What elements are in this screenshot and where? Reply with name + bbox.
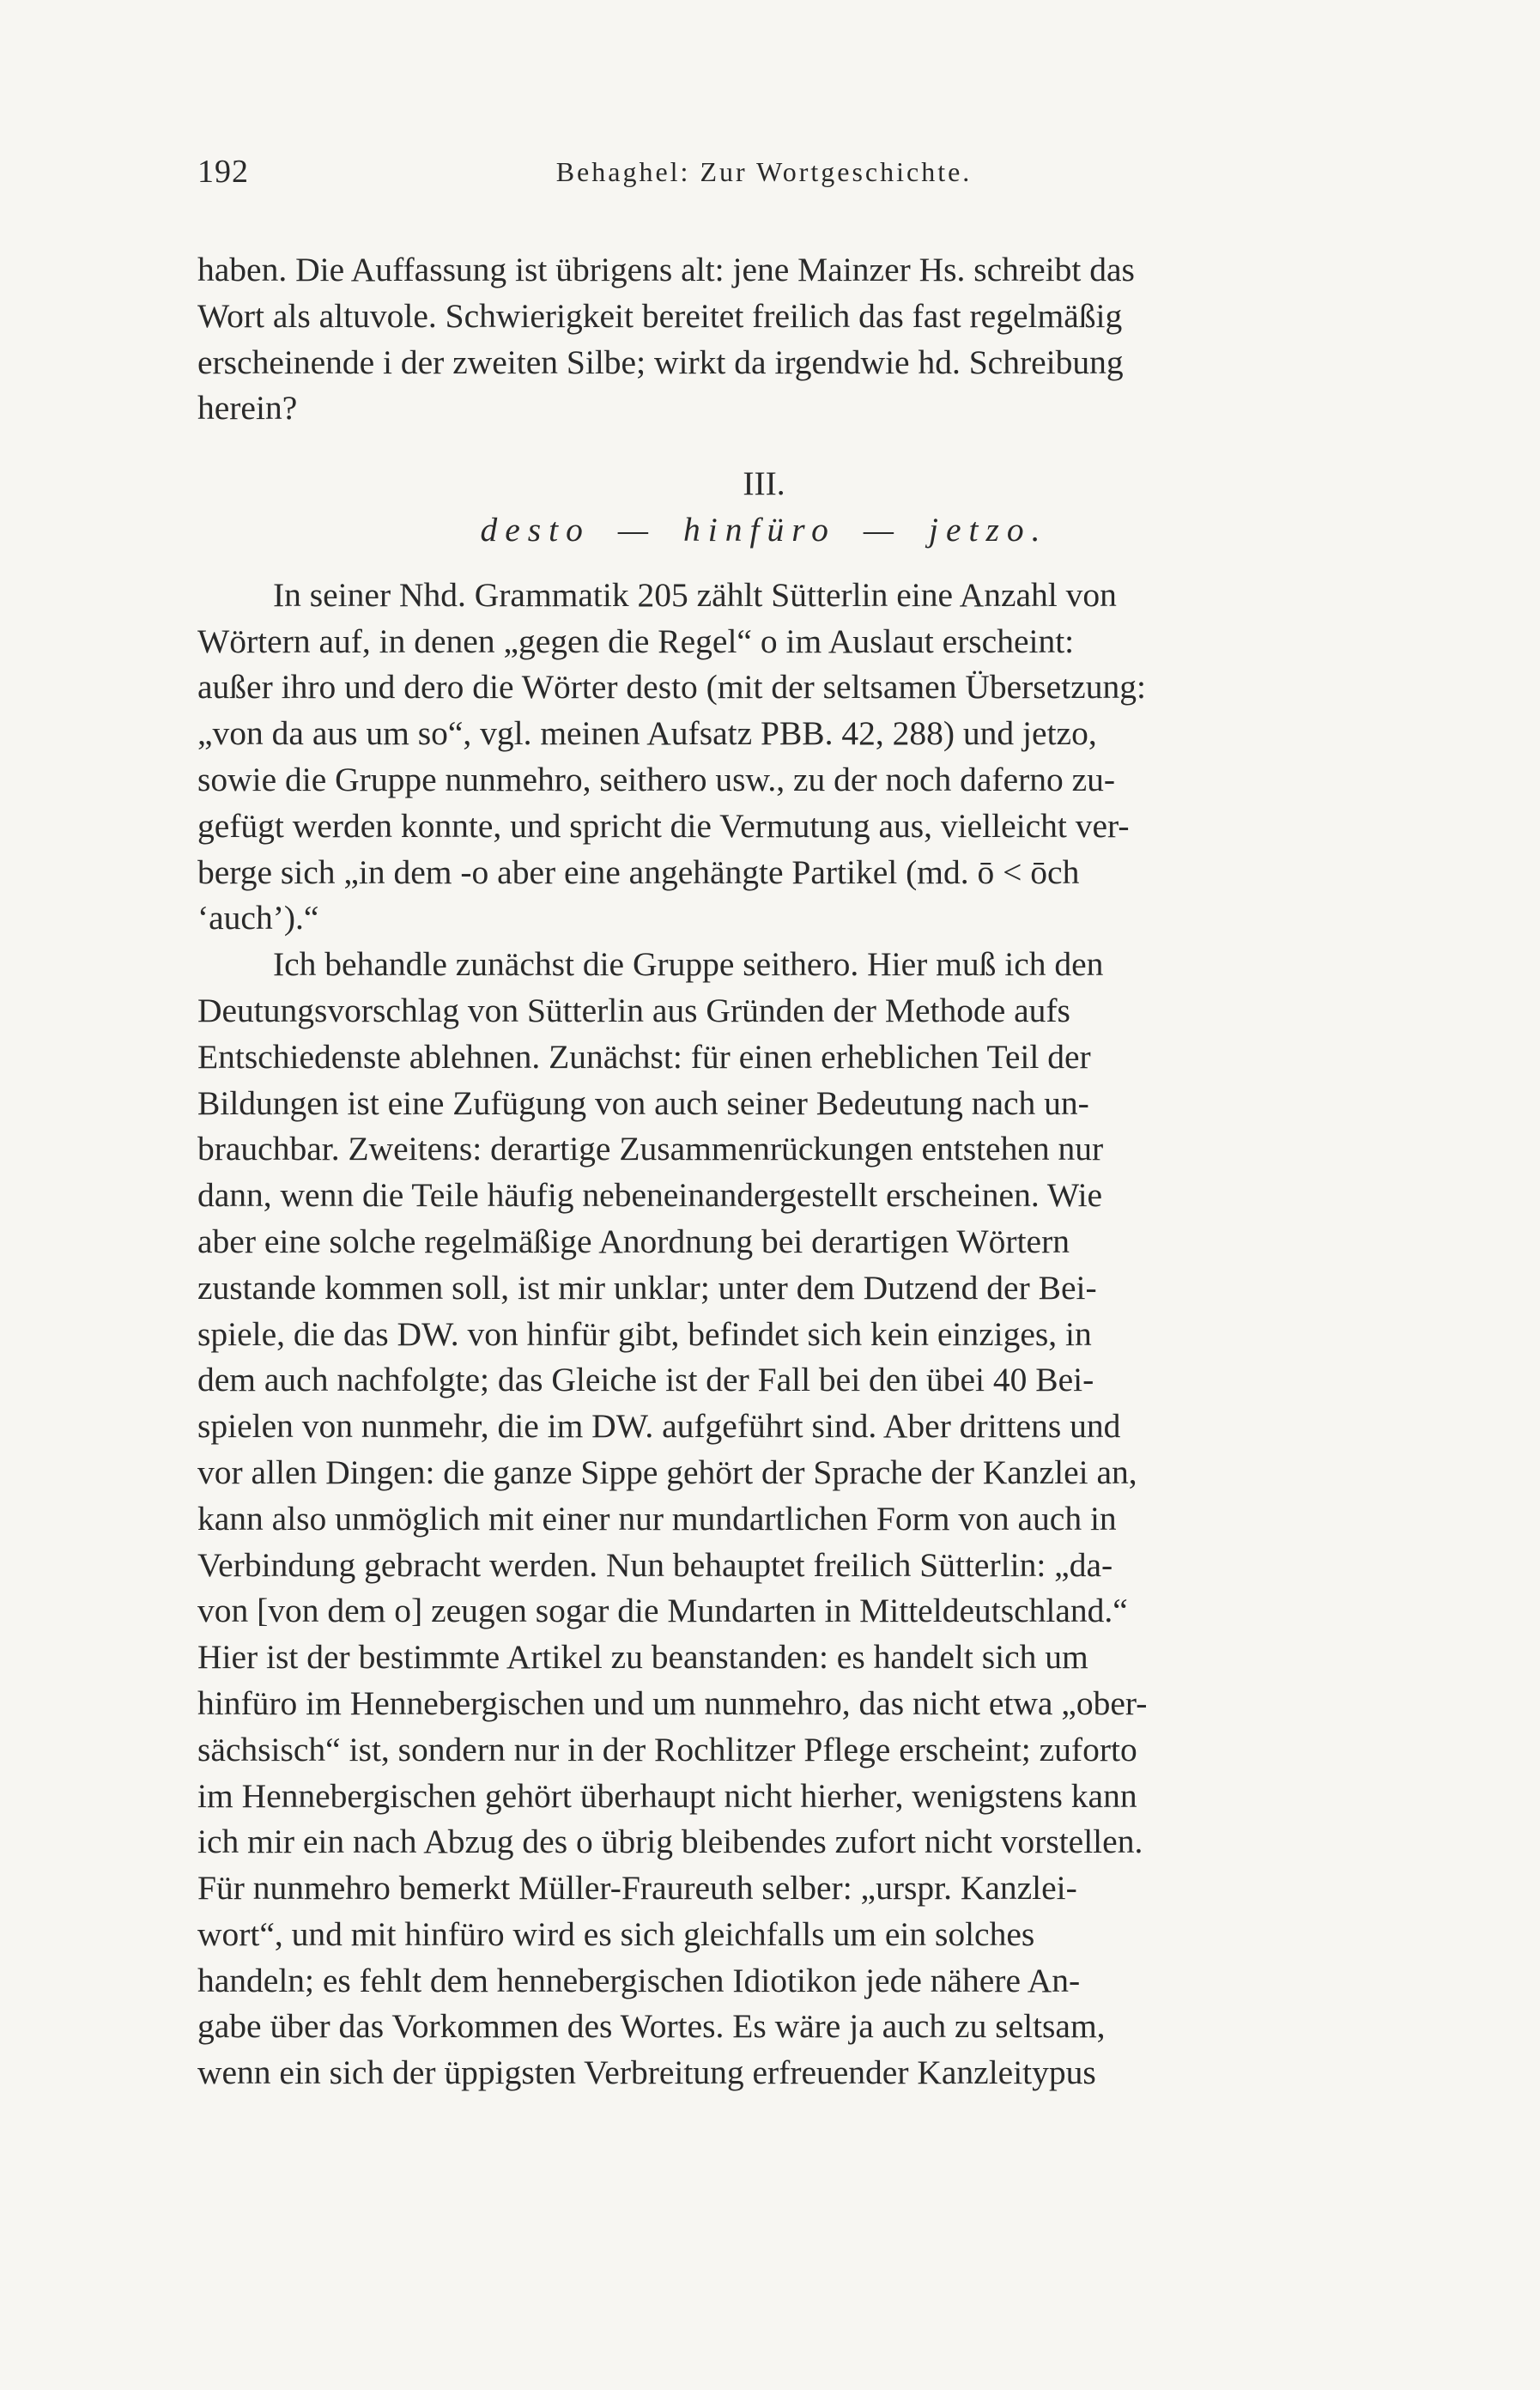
text-line: Für nunmehro bemerkt Müller-Fraureuth selber: „urspr. Kanzlei- bbox=[197, 1869, 1077, 1908]
text-line: Deutungsvorschlag von Sütterlin aus Gründen der Methode aufs bbox=[197, 991, 1070, 1029]
heading-term-hinfuero: hinfüro bbox=[683, 510, 836, 549]
section-heading bbox=[197, 507, 1331, 554]
text-line: hinfüro im Hennebergischen und um nunmehro, das nicht etwa „ober- bbox=[197, 1683, 1148, 1722]
running-title: Behaghel: Zur Wortgeschichte. bbox=[555, 156, 973, 187]
text-line: herein? bbox=[197, 389, 298, 428]
text-line: haben. Die Auffassung ist übrigens alt: jene Mainzer Hs. schreibt das bbox=[197, 251, 1135, 288]
text-line: Entschiedenste ablehnen. Zunächst: für einen erheblichen Teil der bbox=[197, 1037, 1091, 1076]
text-line: Wörtern auf, in denen „gegen die Regel“ o im Auslaut erscheint: bbox=[197, 622, 1075, 660]
text-line: dem auch nachfolgte; das Gleiche ist der Fall bei den übei 40 Bei- bbox=[197, 1361, 1094, 1399]
text-line: ich mir ein nach Abzug des o übrig bleibendes zufort nicht vorstellen. bbox=[197, 1823, 1143, 1861]
text-line: gabe über das Vorkommen des Wortes. Es wäre ja auch zu seltsam, bbox=[197, 2007, 1106, 2046]
paragraph-1 bbox=[197, 247, 1331, 432]
text-line: berge sich „in dem -o aber eine angehängte Partikel (md. ō < ōch bbox=[197, 852, 1080, 891]
heading-separator: — bbox=[863, 510, 901, 549]
text-line: „von da aus um so“, vgl. meinen Aufsatz PBB. 42, 288) und jetzo, bbox=[197, 714, 1097, 753]
text-line: sowie die Gruppe nunmehro, seithero usw., zu der noch daferno zu- bbox=[197, 760, 1116, 798]
text-line: im Hennebergischen gehört überhaupt nicht hierher, wenigstens kann bbox=[197, 1776, 1137, 1815]
text-line: spiele, die das DW. von hinfür gibt, befindet sich kein einziges, in bbox=[197, 1314, 1092, 1353]
text-line: wenn ein sich der üppigsten Verbreitung erfreuender Kanzleitypus bbox=[197, 2053, 1096, 2092]
text-line: dann, wenn die Teile häufig nebeneinandergestellt erscheinen. Wie bbox=[197, 1176, 1103, 1215]
text-line: wort“, und mit hinfüro wird es sich gleichfalls um ein solches bbox=[197, 1914, 1035, 1953]
text-line: erscheinende i der zweiten Silbe; wirkt da irgendwie hd. Schreibung bbox=[197, 343, 1124, 381]
body-text bbox=[197, 247, 1331, 2096]
page-header bbox=[197, 153, 1331, 204]
heading-separator: — bbox=[617, 510, 657, 549]
text-line: Bildungen ist eine Zufügung von auch seiner Bedeutung nach un- bbox=[197, 1083, 1089, 1122]
text-line: Hier ist der bestimmte Artikel zu beanstanden: es handelt sich um bbox=[197, 1638, 1088, 1677]
text-line: außer ihro und dero die Wörter desto (mit der seltsamen Übersetzung: bbox=[197, 668, 1146, 707]
heading-term-desto: desto bbox=[480, 510, 591, 549]
text-line: von [von dem o] zeugen sogar die Mundarten in Mitteldeutschland.“ bbox=[197, 1592, 1128, 1630]
page-number: 192 bbox=[197, 154, 249, 190]
text-line: handeln; es fehlt dem hennebergischen Idiotikon jede nähere An- bbox=[197, 1961, 1081, 1999]
text-line: kann also unmöglich mit einer nur mundartlichen Form von auch in bbox=[197, 1499, 1117, 1538]
text-line: Verbindung gebracht werden. Nun behauptet freilich Sütterlin: „da- bbox=[197, 1545, 1113, 1584]
paragraph-2 bbox=[197, 573, 1331, 942]
text-line: vor allen Dingen: die ganze Sippe gehört der Sprache der Kanzlei an, bbox=[197, 1453, 1137, 1491]
text-line: ‘auch’).“ bbox=[197, 899, 319, 937]
heading-term-jetzo: jetzo. bbox=[929, 510, 1048, 549]
text-line: gefügt werden konnte, und spricht die Vermutung aus, vielleicht ver- bbox=[197, 806, 1130, 845]
text-line: spielen von nunmehr, die im DW. aufgeführt sind. Aber drittens und bbox=[197, 1407, 1121, 1446]
text-line: zustande kommen soll, ist mir unklar; unter dem Dutzend der Bei- bbox=[197, 1268, 1097, 1307]
text-line: Wort als altuvole. Schwierigkeit bereitet freilich das fast regelmäßig bbox=[197, 296, 1123, 335]
section-numeral: III. bbox=[743, 464, 785, 503]
text-line: In seiner Nhd. Grammatik 205 zählt Sütterlin eine Anzahl von bbox=[273, 575, 1117, 614]
text-line: brauchbar. Zweitens: derartige Zusammenrückungen entstehen nur bbox=[197, 1130, 1104, 1168]
paragraph-3 bbox=[197, 942, 1331, 2096]
text-line: sächsisch“ ist, sondern nur in der Rochlitzer Pflege erscheint; zuforto bbox=[197, 1730, 1137, 1768]
text-line: aber eine solche regelmäßige Anordnung bei derartigen Wörtern bbox=[197, 1222, 1070, 1260]
text-line: Ich behandle zunächst die Gruppe seithero. Hier muß ich den bbox=[273, 945, 1104, 984]
